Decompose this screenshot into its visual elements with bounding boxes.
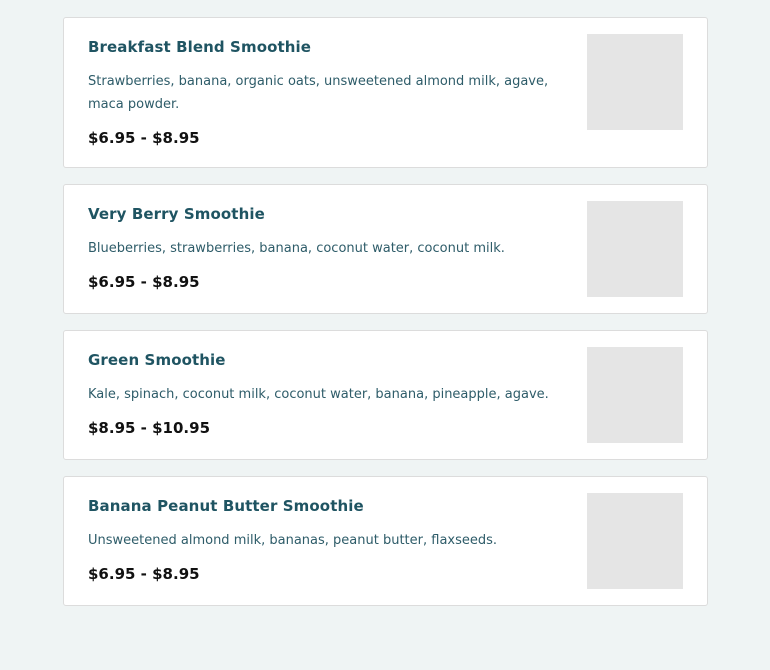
- menu-item-name: Green Smoothie: [88, 351, 226, 369]
- menu-item-description: Blueberries, strawberries, banana, coconut water, coconut milk.: [88, 241, 505, 256]
- menu-item-description: Kale, spinach, coconut milk, coconut water, banana, pineapple, agave.: [88, 387, 549, 402]
- menu-item-text: [88, 37, 573, 148]
- menu-item-very-berry-smoothie[interactable]: [63, 184, 708, 314]
- menu-item-name: Banana Peanut Butter Smoothie: [88, 497, 364, 515]
- menu-item-image-placeholder: [587, 34, 683, 130]
- menu-item-price: $6.95 - $8.95: [88, 273, 200, 291]
- menu-item-image-placeholder: [587, 201, 683, 297]
- menu-item-name: Breakfast Blend Smoothie: [88, 38, 312, 56]
- menu-item-name: Very Berry Smoothie: [88, 205, 265, 223]
- menu-item-image-placeholder: [587, 493, 683, 589]
- menu-item-price: $8.95 - $10.95: [88, 419, 210, 437]
- menu-item-text: [88, 496, 573, 584]
- menu-item-description: Strawberries, banana, organic oats, unsweetened almond milk, agave, maca powder.: [88, 74, 549, 112]
- menu-item-list: [63, 17, 708, 622]
- menu-item-banana-peanut-butter-smoothie[interactable]: [63, 476, 708, 606]
- menu-item-price: $6.95 - $8.95: [88, 129, 200, 147]
- menu-item-text: [88, 204, 573, 292]
- menu-item-image-placeholder: [587, 347, 683, 443]
- menu-item-breakfast-blend-smoothie[interactable]: [63, 17, 708, 168]
- menu-item-green-smoothie[interactable]: [63, 330, 708, 460]
- menu-item-text: [88, 350, 573, 438]
- menu-item-description: Unsweetened almond milk, bananas, peanut butter, flaxseeds.: [88, 533, 498, 548]
- menu-item-price: $6.95 - $8.95: [88, 565, 200, 583]
